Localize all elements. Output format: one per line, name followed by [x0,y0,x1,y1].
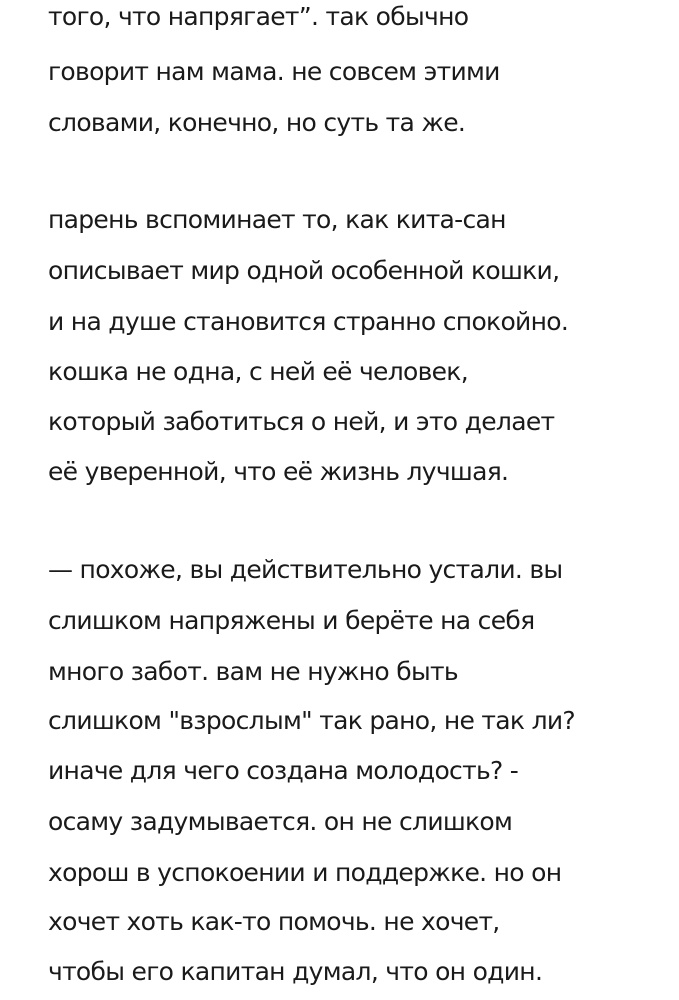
text-line: много забот. вам не нужно быть [48,657,458,686]
text-line: словами, конечно, но суть та же. [48,108,466,137]
text-line: иначе для чего создана молодость? - [48,756,519,785]
text-line: слишком "взрослым" так рано, не так ли? [48,706,575,735]
text-line: описывает мир одной особенной кошки, [48,256,560,285]
text-line: парень вспоминает то, как кита-сан [48,205,506,234]
text-line: и на душе становится странно спокойно. [48,307,569,336]
text-line: хочет хоть как-то помочь. не хочет, [48,907,500,936]
text-line: — похоже, вы действительно устали. вы [48,555,563,584]
text-line: слишком напряжены и берёте на себя [48,606,535,635]
text-line: кошка не одна, с ней её человек, [48,357,468,386]
text-line: чтобы его капитан думал, что он один. [48,957,543,986]
text-line: её уверенной, что её жизнь лучшая. [48,457,509,486]
text-line: того, что напрягает”. так обычно [48,2,469,31]
text-line: говорит нам мама. не совсем этими [48,57,500,86]
text-line: осаму задумывается. он не слишком [48,807,513,836]
text-line: хорош в успокоении и поддержке. но он [48,858,562,887]
text-line: который заботиться о ней, и это делает [48,407,555,436]
